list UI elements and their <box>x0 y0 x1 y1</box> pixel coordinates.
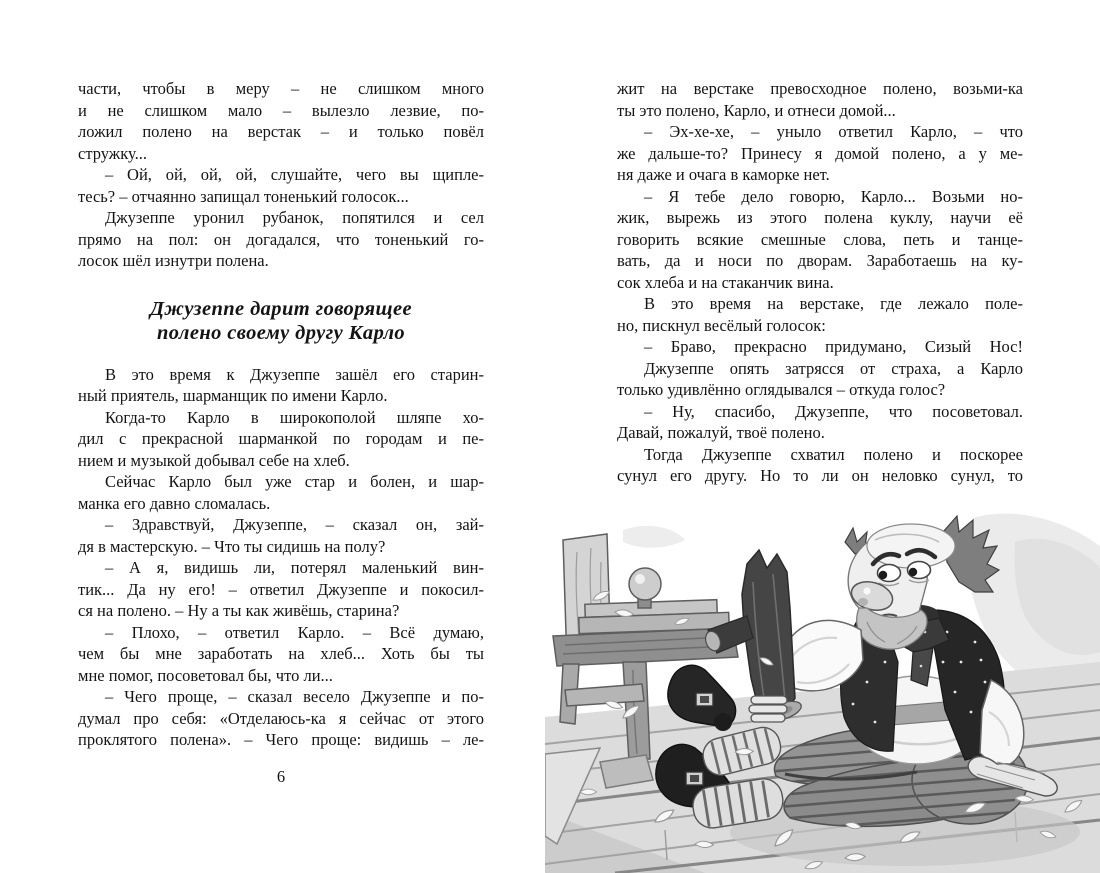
text-line: В это время к Джузеппе зашёл его старин- <box>105 364 484 384</box>
text-line: – Эх-хе-хе, – уныло ответил Карло, – что <box>644 122 1023 141</box>
chapter-heading <box>78 297 484 345</box>
paragraph <box>617 78 1023 121</box>
paragraph <box>78 207 484 272</box>
text-line: ложил полено на верстак – и только повёл <box>78 122 484 141</box>
text-line: В это время на верстаке, где лежало поле- <box>644 294 1023 313</box>
text-line: думал про себя: «Отделаюсь-ка я сейчас от этого <box>78 708 484 728</box>
text-line: Джузеппе уронил рубанок, попятился и сел <box>105 208 484 227</box>
paragraph <box>617 186 1023 294</box>
text-line: – Ну, спасибо, Джузеппе, что посоветовал. <box>644 401 1023 421</box>
paragraph <box>617 293 1023 336</box>
text-line: мне помог, посоветовал бы, что ли... <box>78 665 333 685</box>
left-page-text-top <box>78 78 484 272</box>
text-line: нием и музыкой добывал себе на хлеб. <box>78 450 350 470</box>
paragraph <box>78 622 484 687</box>
right-page-text <box>617 78 1023 487</box>
text-line: прямо на пол: он догадался, что тоненький го- <box>78 229 484 249</box>
paragraph <box>78 514 484 557</box>
text-line: дя в мастерскую. – Что ты сидишь на полу? <box>78 536 386 556</box>
text-line: – Ой, ой, ой, ой, слушайте, чего вы щипле- <box>105 165 484 184</box>
paragraph <box>78 557 484 622</box>
text-line: – Плохо, – ответил Карло. – Всё думаю, <box>105 622 484 642</box>
paragraph <box>78 78 484 164</box>
text-line: Когда-то Карло в широкополой шляпе хо- <box>105 407 484 427</box>
text-line: сунул его другу. Но то ли он неловко сунул, то <box>617 466 1023 485</box>
chapter-heading-line-1: Джузеппе дарит говорящее <box>150 297 412 320</box>
chapter-heading-line-2: полено своему другу Карло <box>156 321 406 344</box>
paragraph <box>78 407 484 472</box>
text-line: – Здравствуй, Джузеппе, – сказал он, зай- <box>105 515 484 534</box>
left-page-text-bottom <box>78 364 484 751</box>
text-line: – Чего проще, – сказал весело Джузеппе и по- <box>105 687 484 706</box>
text-line: дил с прекрасной шарманкой по городам и пе- <box>78 429 484 448</box>
text-line: лосок шёл изнутри полена. <box>78 251 269 270</box>
paragraph <box>78 364 484 407</box>
text-line: ня даже и очага в каморке нет. <box>617 165 830 184</box>
text-line: проклятого полена». – Чего проще: видишь – ле- <box>78 730 484 749</box>
paragraph <box>617 444 1023 487</box>
page-number: 6 <box>276 766 286 786</box>
right-page <box>617 78 1023 487</box>
text-line: жик, вырежь из этого полена куклу, научи её <box>617 208 1023 227</box>
paragraph <box>78 164 484 207</box>
text-line: только удивлённо оглядывался – откуда голос? <box>617 380 946 399</box>
text-line: стружку... <box>78 143 147 163</box>
text-line: тесь? – отчаянно запищал тоненький голосок... <box>78 186 409 206</box>
paragraph <box>617 358 1023 401</box>
text-line: – Я тебе дело говорю, Карло... Возьми но- <box>644 186 1023 206</box>
text-line: но, пискнул весёлый голосок: <box>617 315 826 335</box>
text-line: ный приятель, шарманщик по имени Карло. <box>78 386 388 405</box>
text-line: Тогда Джузеппе схватил полено и поскорее <box>644 444 1023 464</box>
text-line: ся на полено. – Ну а ты как живёшь, старина? <box>78 601 400 620</box>
text-line: тик... Да ну его! – ответил Джузеппе и покосил- <box>78 579 484 599</box>
illustration-giuseppe-with-log <box>545 512 1100 873</box>
text-line: жит на верстаке превосходное полено, возьми-ка <box>617 79 1023 98</box>
text-line: манка его давно сломалась. <box>78 493 271 513</box>
gripping-hand <box>749 696 787 722</box>
text-line: – Браво, прекрасно придумано, Сизый Нос! <box>644 337 1023 356</box>
text-line: же дальше-то? Принесу я домой полено, а у ме- <box>617 143 1023 163</box>
illustration-svg <box>545 512 1100 873</box>
text-line: сок хлеба и на стаканчик вина. <box>617 272 834 292</box>
paragraph <box>78 471 484 514</box>
paragraph <box>617 336 1023 358</box>
text-line: Джузеппе опять затрясся от страха, а Карло <box>644 358 1023 378</box>
text-line: и не слишком мало – вылезло лезвие, по- <box>78 100 484 120</box>
text-line: Сейчас Карло был уже стар и болен, и шар- <box>105 472 484 491</box>
text-line: части, чтобы в меру – не слишком много <box>78 79 484 98</box>
text-line: вать, да и носи по дворам. Заработаешь на ку- <box>617 251 1023 270</box>
paragraph <box>617 121 1023 186</box>
text-line: говорить всякие смешные слова, петь и танце- <box>617 229 1023 249</box>
paragraph <box>78 686 484 751</box>
text-line: Давай, пожалуй, твоё полено. <box>617 423 825 442</box>
text-line: ты это полено, Карло, и отнеси домой... <box>617 100 896 120</box>
text-line: чем бы мне заработать на хлеб... Хоть бы ты <box>78 644 484 663</box>
left-page <box>78 78 484 787</box>
text-line: – А я, видишь ли, потерял маленький вин- <box>105 558 484 577</box>
paragraph <box>617 401 1023 444</box>
